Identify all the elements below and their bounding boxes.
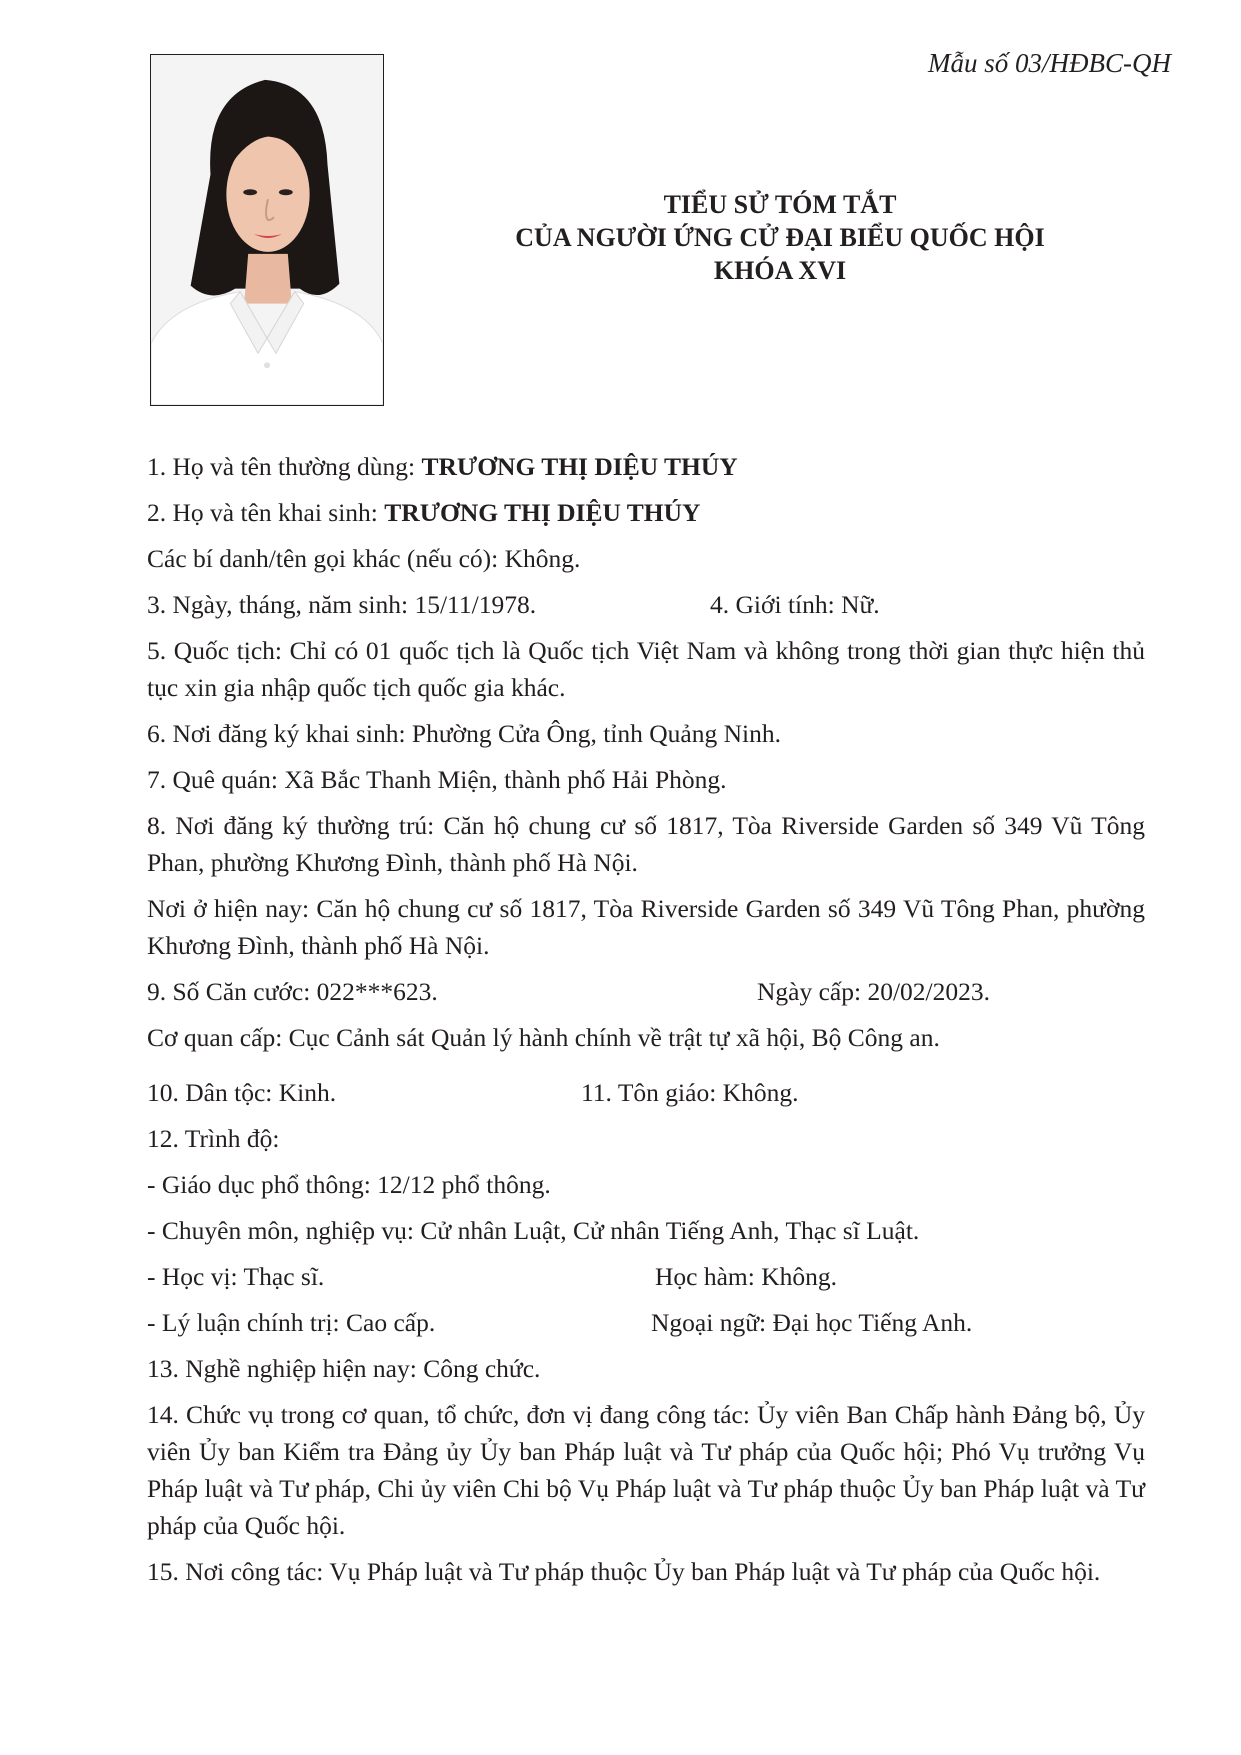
field-ethnicity-religion-row [147, 1074, 1145, 1111]
field-religion: 11. Tôn giáo: Không. [581, 1078, 799, 1107]
field-id-issuer: Cơ quan cấp: Cục Cảnh sát Quản lý hành chính về trật tự xã hội, Bộ Công an. [147, 1023, 940, 1052]
field-birth-gender-row [147, 586, 1145, 623]
field-alias: Các bí danh/tên gọi khác (nếu có): Không. [147, 544, 581, 573]
title-line-1: TIỂU SỬ TÓM TẮT [663, 190, 897, 219]
field-gender: 4. Giới tính: Nữ. [710, 590, 880, 619]
field-id-row [147, 973, 1145, 1010]
title-line-3: KHÓA XVI [713, 256, 847, 285]
field-general-education: - Giáo dục phổ thông: 12/12 phổ thông. [147, 1170, 551, 1199]
field-academic-title: Học hàm: Không. [655, 1262, 838, 1291]
field-common-name-label: 1. Họ và tên thường dùng: [147, 452, 422, 481]
field-birth-name [147, 494, 1145, 531]
field-degree-row [147, 1258, 1145, 1295]
title-line-2: CỦA NGƯỜI ỨNG CỬ ĐẠI BIỂU QUỐC HỘI [515, 223, 1045, 252]
field-position: 14. Chức vụ trong cơ quan, tổ chức, đơn vị đang công tác: Ủy viên Ban Chấp hành Đảng bộ, Ủy viên Ủy ban Kiểm tra Đảng ủy Ủy ban Pháp luật và Tư pháp của Quốc hội; Phó Vụ trưởng Vụ Pháp luật và Tư pháp, Chi ủy viên Chi bộ Vụ Pháp luật và Tư pháp thuộc Ủy ban Pháp luật và Tư pháp của Quốc hội. [147, 1400, 1145, 1540]
portrait-photo [150, 54, 384, 406]
field-id-issue-date: Ngày cấp: 20/02/2023. [757, 977, 990, 1006]
field-professional-qualification: - Chuyên môn, nghiệp vụ: Cử nhân Luật, Cử nhân Tiếng Anh, Thạc sĩ Luật. [147, 1216, 920, 1245]
field-birth-date: 3. Ngày, tháng, năm sinh: 15/11/1978. [147, 590, 537, 619]
field-academic-degree: - Học vị: Thạc sĩ. [147, 1262, 325, 1291]
field-workplace: 15. Nơi công tác: Vụ Pháp luật và Tư pháp thuộc Ủy ban Pháp luật và Tư pháp của Quốc hội. [147, 1557, 1101, 1586]
field-political-language-row [147, 1304, 1145, 1341]
field-birth-name-value: TRƯƠNG THỊ DIỆU THÚY [384, 498, 701, 527]
portrait-image [151, 55, 383, 405]
field-birth-name-label: 2. Họ và tên khai sinh: [147, 498, 385, 527]
field-current-address: Nơi ở hiện nay: Căn hộ chung cư số 1817, Tòa Riverside Garden số 349 Vũ Tông Phan, phường Khương Đình, thành phố Hà Nội. [147, 894, 1145, 960]
field-id-number: 9. Số Căn cước: 022***623. [147, 977, 438, 1006]
document-title [440, 188, 1120, 287]
field-political-theory: - Lý luận chính trị: Cao cấp. [147, 1308, 436, 1337]
field-hometown: 7. Quê quán: Xã Bắc Thanh Miện, thành phố Hải Phòng. [147, 765, 727, 794]
field-education-heading: 12. Trình độ: [147, 1124, 280, 1153]
field-common-name-value: TRƯƠNG THỊ DIỆU THÚY [421, 452, 738, 481]
field-birth-registration: 6. Nơi đăng ký khai sinh: Phường Cửa Ông, tỉnh Quảng Ninh. [147, 719, 782, 748]
field-permanent-address: 8. Nơi đăng ký thường trú: Căn hộ chung cư số 1817, Tòa Riverside Garden số 349 Vũ Tông Phan, phường Khương Đình, thành phố Hà Nội. [147, 811, 1145, 877]
biography-fields [147, 448, 1145, 1590]
field-nationality: 5. Quốc tịch: Chỉ có 01 quốc tịch là Quốc tịch Việt Nam và không trong thời gian thực hiện thủ tục xin gia nhập quốc tịch quốc gia khác. [147, 636, 1145, 702]
field-ethnicity: 10. Dân tộc: Kinh. [147, 1078, 337, 1107]
field-foreign-language: Ngoại ngữ: Đại học Tiếng Anh. [651, 1308, 973, 1337]
form-code: Mẫu số 03/HĐBC-QH [928, 48, 1171, 78]
field-occupation: 13. Nghề nghiệp hiện nay: Công chức. [147, 1354, 541, 1383]
field-common-name [147, 448, 1145, 485]
